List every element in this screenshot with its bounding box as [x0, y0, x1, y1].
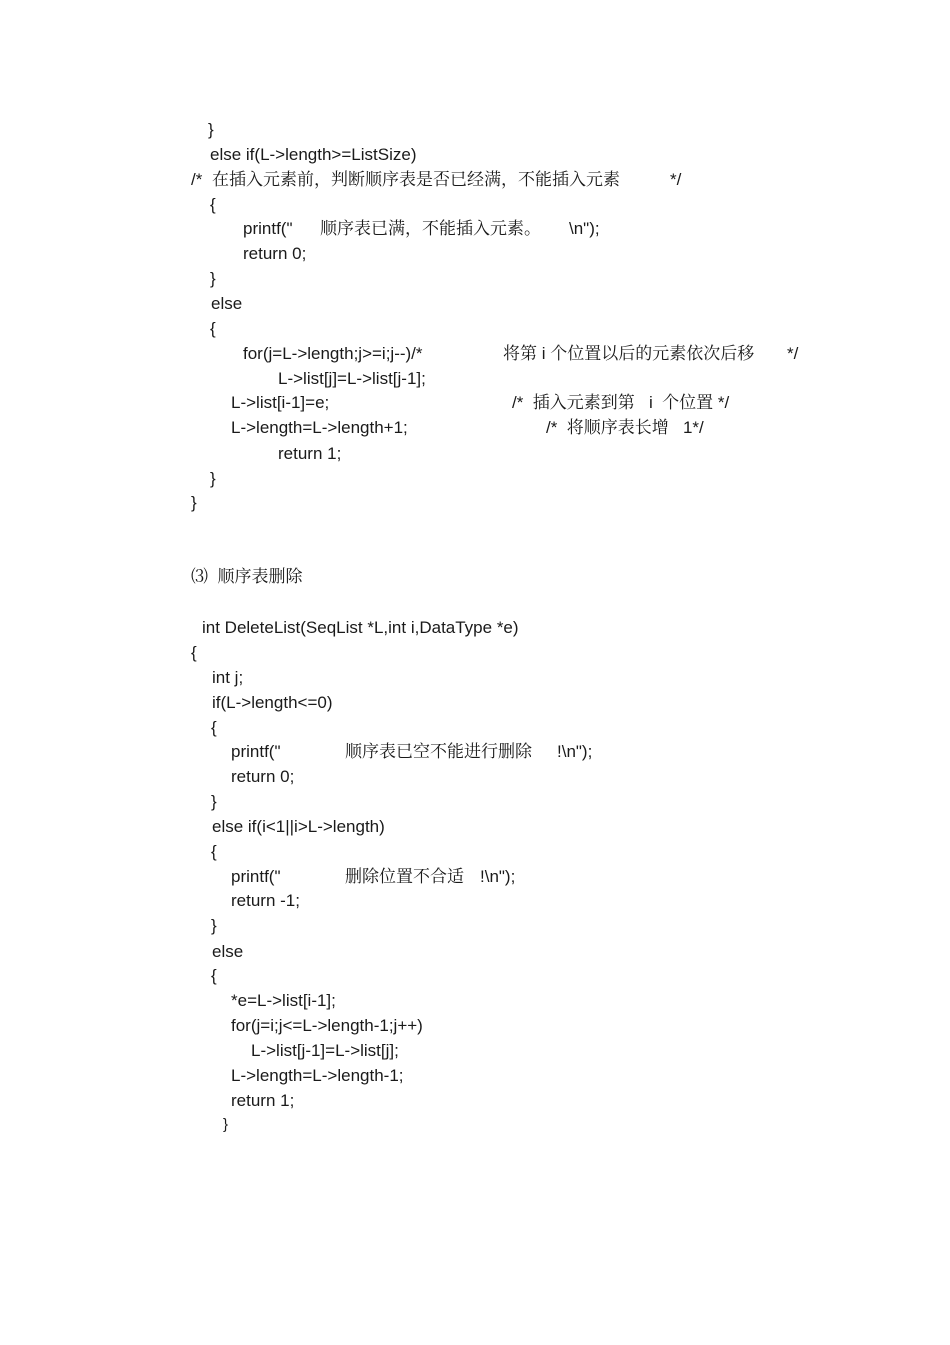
code-line: else if(L->length>=ListSize) [210, 145, 417, 164]
comment-line: 将第 i 个位置以后的元素依次后移 [503, 344, 755, 363]
section-heading: ⑶ 顺序表删除 [191, 567, 303, 586]
code-line: printf(" [231, 742, 281, 761]
code-line: 顺序表已空不能进行删除 [345, 742, 532, 761]
code-line: return 1; [231, 1091, 295, 1110]
code-line: else [211, 294, 243, 313]
code-line: !\n"); [557, 742, 593, 761]
comment-line: */ [787, 344, 799, 363]
code-line: } [208, 120, 214, 139]
code-line: } [210, 469, 216, 488]
code-line: { [210, 195, 216, 214]
code-line: L->length=L->length-1; [231, 1066, 404, 1085]
code-line: printf(" [231, 867, 281, 886]
code-line: L->length=L->length+1; [231, 418, 408, 437]
code-line: for(j=i;j<=L->length-1;j++) [231, 1016, 423, 1035]
code-line: { [211, 966, 217, 985]
code-line: L->list[j-1]=L->list[j]; [251, 1041, 399, 1060]
code-line: 删除位置不合适 [345, 867, 464, 886]
code-line: int j; [212, 668, 244, 687]
comment-line: /* [191, 170, 203, 189]
code-line: else [212, 942, 244, 961]
code-line: L->list[i-1]=e; [231, 393, 330, 412]
code-line: { [210, 319, 216, 338]
code-line: *e=L->list[i-1]; [231, 991, 336, 1010]
code-line: } [211, 916, 217, 935]
comment-line: /* 插入元素到第 i 个位置 */ [512, 393, 730, 412]
code-line: } [223, 1116, 229, 1133]
code-line: } [210, 269, 216, 288]
code-line: } [191, 493, 197, 512]
code-line: { [191, 643, 197, 662]
comment-line: */ [670, 170, 682, 189]
code-line: { [211, 718, 217, 737]
code-line: return 0; [243, 244, 307, 263]
code-line: return 0; [231, 767, 295, 786]
code-line: } [211, 792, 217, 811]
code-line: int DeleteList(SeqList *L,int i,DataType *e) [202, 618, 519, 637]
code-line: 顺序表已满，不能插入元素。 [320, 219, 541, 238]
comment-line: /* 将顺序表长增 1*/ [546, 418, 704, 437]
code-line: return 1; [278, 444, 342, 463]
code-line: return -1; [231, 891, 300, 910]
code-line: else if(i<1||i>L->length) [212, 817, 385, 836]
code-line: if(L->length<=0) [212, 693, 333, 712]
code-line: printf(" [243, 219, 293, 238]
code-line: \n"); [569, 219, 600, 238]
code-line: !\n"); [480, 867, 516, 886]
code-line: { [211, 842, 217, 861]
code-line: for(j=L->length;j>=i;j--)/* [243, 344, 423, 363]
comment-line: 在插入元素前，判断顺序表是否已经满，不能插入元素 [212, 170, 620, 189]
code-line: L->list[j]=L->list[j-1]; [278, 369, 426, 388]
